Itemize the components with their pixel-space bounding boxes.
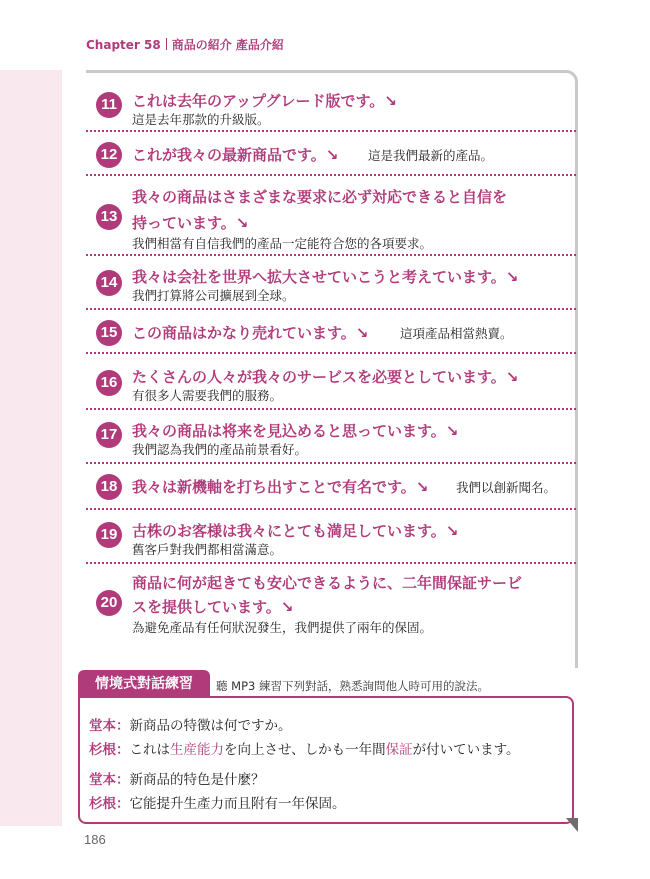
entry-chinese: 這是去年那款的升級版。 (132, 112, 270, 127)
dotted-divider (86, 562, 576, 564)
phrase-entry (96, 568, 574, 640)
phrase-entry (96, 86, 574, 126)
dotted-divider (86, 308, 576, 310)
dotted-divider (86, 174, 576, 176)
phrase-entry (96, 140, 574, 168)
speaker-name: 杉根 (89, 796, 116, 812)
phrase-entry (96, 414, 574, 456)
entry-japanese: たくさんの人々が我々のサービスを必要としています。↘ (132, 368, 519, 386)
dotted-divider (86, 462, 576, 464)
entry-number: 11 (96, 92, 122, 118)
speaker-colon: ： (116, 772, 130, 788)
header-divider (166, 38, 167, 50)
dotted-divider (86, 352, 576, 354)
chapter-topic-zh: 產品介紹 (235, 38, 284, 52)
speaker-name: 堂本 (89, 772, 116, 788)
phrase-entry (96, 362, 574, 404)
entry-japanese: この商品はかなり売れています。↘ (132, 324, 369, 342)
entry-number: 19 (96, 522, 122, 548)
speaker-colon: ： (116, 718, 130, 734)
entry-japanese-cont: 持っています。↘ (132, 214, 249, 232)
dotted-divider (86, 254, 576, 256)
dotted-divider (86, 508, 576, 510)
phrase-entry (96, 180, 574, 252)
entry-number: 14 (96, 270, 122, 296)
dialog-line (89, 714, 292, 734)
dialog-text: が付いています。 (412, 742, 520, 758)
dialog-hint: 聽 MP3 練習下列對話，熟悉詢問他人時可用的說法。 (216, 679, 489, 693)
entry-chinese: 舊客戶對我們都相當滿意。 (132, 542, 283, 557)
dialog-title: 情境式對話練習 (78, 670, 210, 698)
page-corner-fold (566, 818, 578, 832)
dialog-text: これは (129, 742, 170, 758)
entry-number: 12 (96, 142, 122, 168)
dialog-text: を向上させ、しかも一年間 (224, 742, 386, 758)
entry-number: 15 (96, 320, 122, 346)
dialog-text: 新商品の特徴は何ですか。 (129, 718, 292, 734)
entry-japanese: 我々の商品は将来を見込めると思っています。↘ (132, 422, 459, 440)
phrase-entry (96, 318, 574, 346)
entry-japanese: 我々は会社を世界へ拡大させていこうと考えています。↘ (132, 268, 519, 286)
dialog-line (89, 792, 346, 812)
chapter-header (86, 36, 284, 53)
entry-chinese: 這是我們最新的產品。 (368, 148, 494, 163)
entry-number: 16 (96, 370, 122, 396)
dialog-text: 新商品的特色是什麼？ (129, 772, 265, 788)
entry-japanese: 我々は新機軸を打ち出すことで有名です。↘ (132, 478, 429, 496)
chapter-label: Chapter 58 (86, 38, 161, 52)
chapter-topic-jp: 商品の紹介 (171, 38, 232, 52)
entry-chinese: 我們相當有自信我們的產品一定能符合您的各項要求。 (132, 236, 433, 251)
entry-number: 17 (96, 422, 122, 448)
entry-japanese-cont: スを提供しています。↘ (132, 598, 294, 616)
dialog-line (89, 738, 520, 758)
entry-japanese: 古株のお客様は我々にとても満足しています。↘ (132, 522, 459, 540)
entry-chinese: 這項產品相當熱賣。 (400, 326, 513, 341)
entry-number: 20 (96, 590, 122, 616)
entry-number: 18 (96, 474, 122, 500)
entry-chinese: 我們認為我們的產品前景看好。 (132, 442, 308, 457)
dotted-divider (86, 130, 576, 132)
dialog-highlight: 生産能力 (170, 742, 224, 758)
entry-japanese: これが我々の最新商品です。↘ (132, 146, 339, 164)
entry-chinese: 有很多人需要我們的服務。 (132, 388, 283, 403)
side-band (0, 70, 62, 826)
entry-chinese: 為避免產品有任何狀況發生，我們提供了兩年的保固。 (132, 620, 433, 635)
speaker-name: 堂本 (89, 718, 116, 734)
entry-japanese: これは去年のアップグレード版です。↘ (132, 92, 397, 110)
entry-chinese: 我們打算將公司擴展到全球。 (132, 288, 295, 303)
phrase-entry (96, 262, 574, 304)
entry-chinese: 我們以創新聞名。 (456, 480, 557, 495)
dialog-highlight: 保証 (385, 742, 413, 758)
speaker-colon: ： (116, 742, 130, 758)
entry-number: 13 (96, 204, 122, 230)
dotted-divider (86, 408, 576, 410)
entry-japanese: 商品に何が起きても安心できるように、二年間保証サービ (132, 574, 523, 592)
speaker-colon: ： (116, 796, 130, 812)
dialog-text: 它能提升生產力而且附有一年保固。 (129, 796, 346, 812)
entry-japanese: 我々の商品はさまざまな要求に必ず対応できると自信を (132, 188, 508, 206)
phrase-entry (96, 472, 574, 500)
page-number: 186 (84, 832, 106, 847)
phrase-entry (96, 514, 574, 558)
speaker-name: 杉根 (89, 742, 116, 758)
dialog-line (89, 768, 265, 788)
